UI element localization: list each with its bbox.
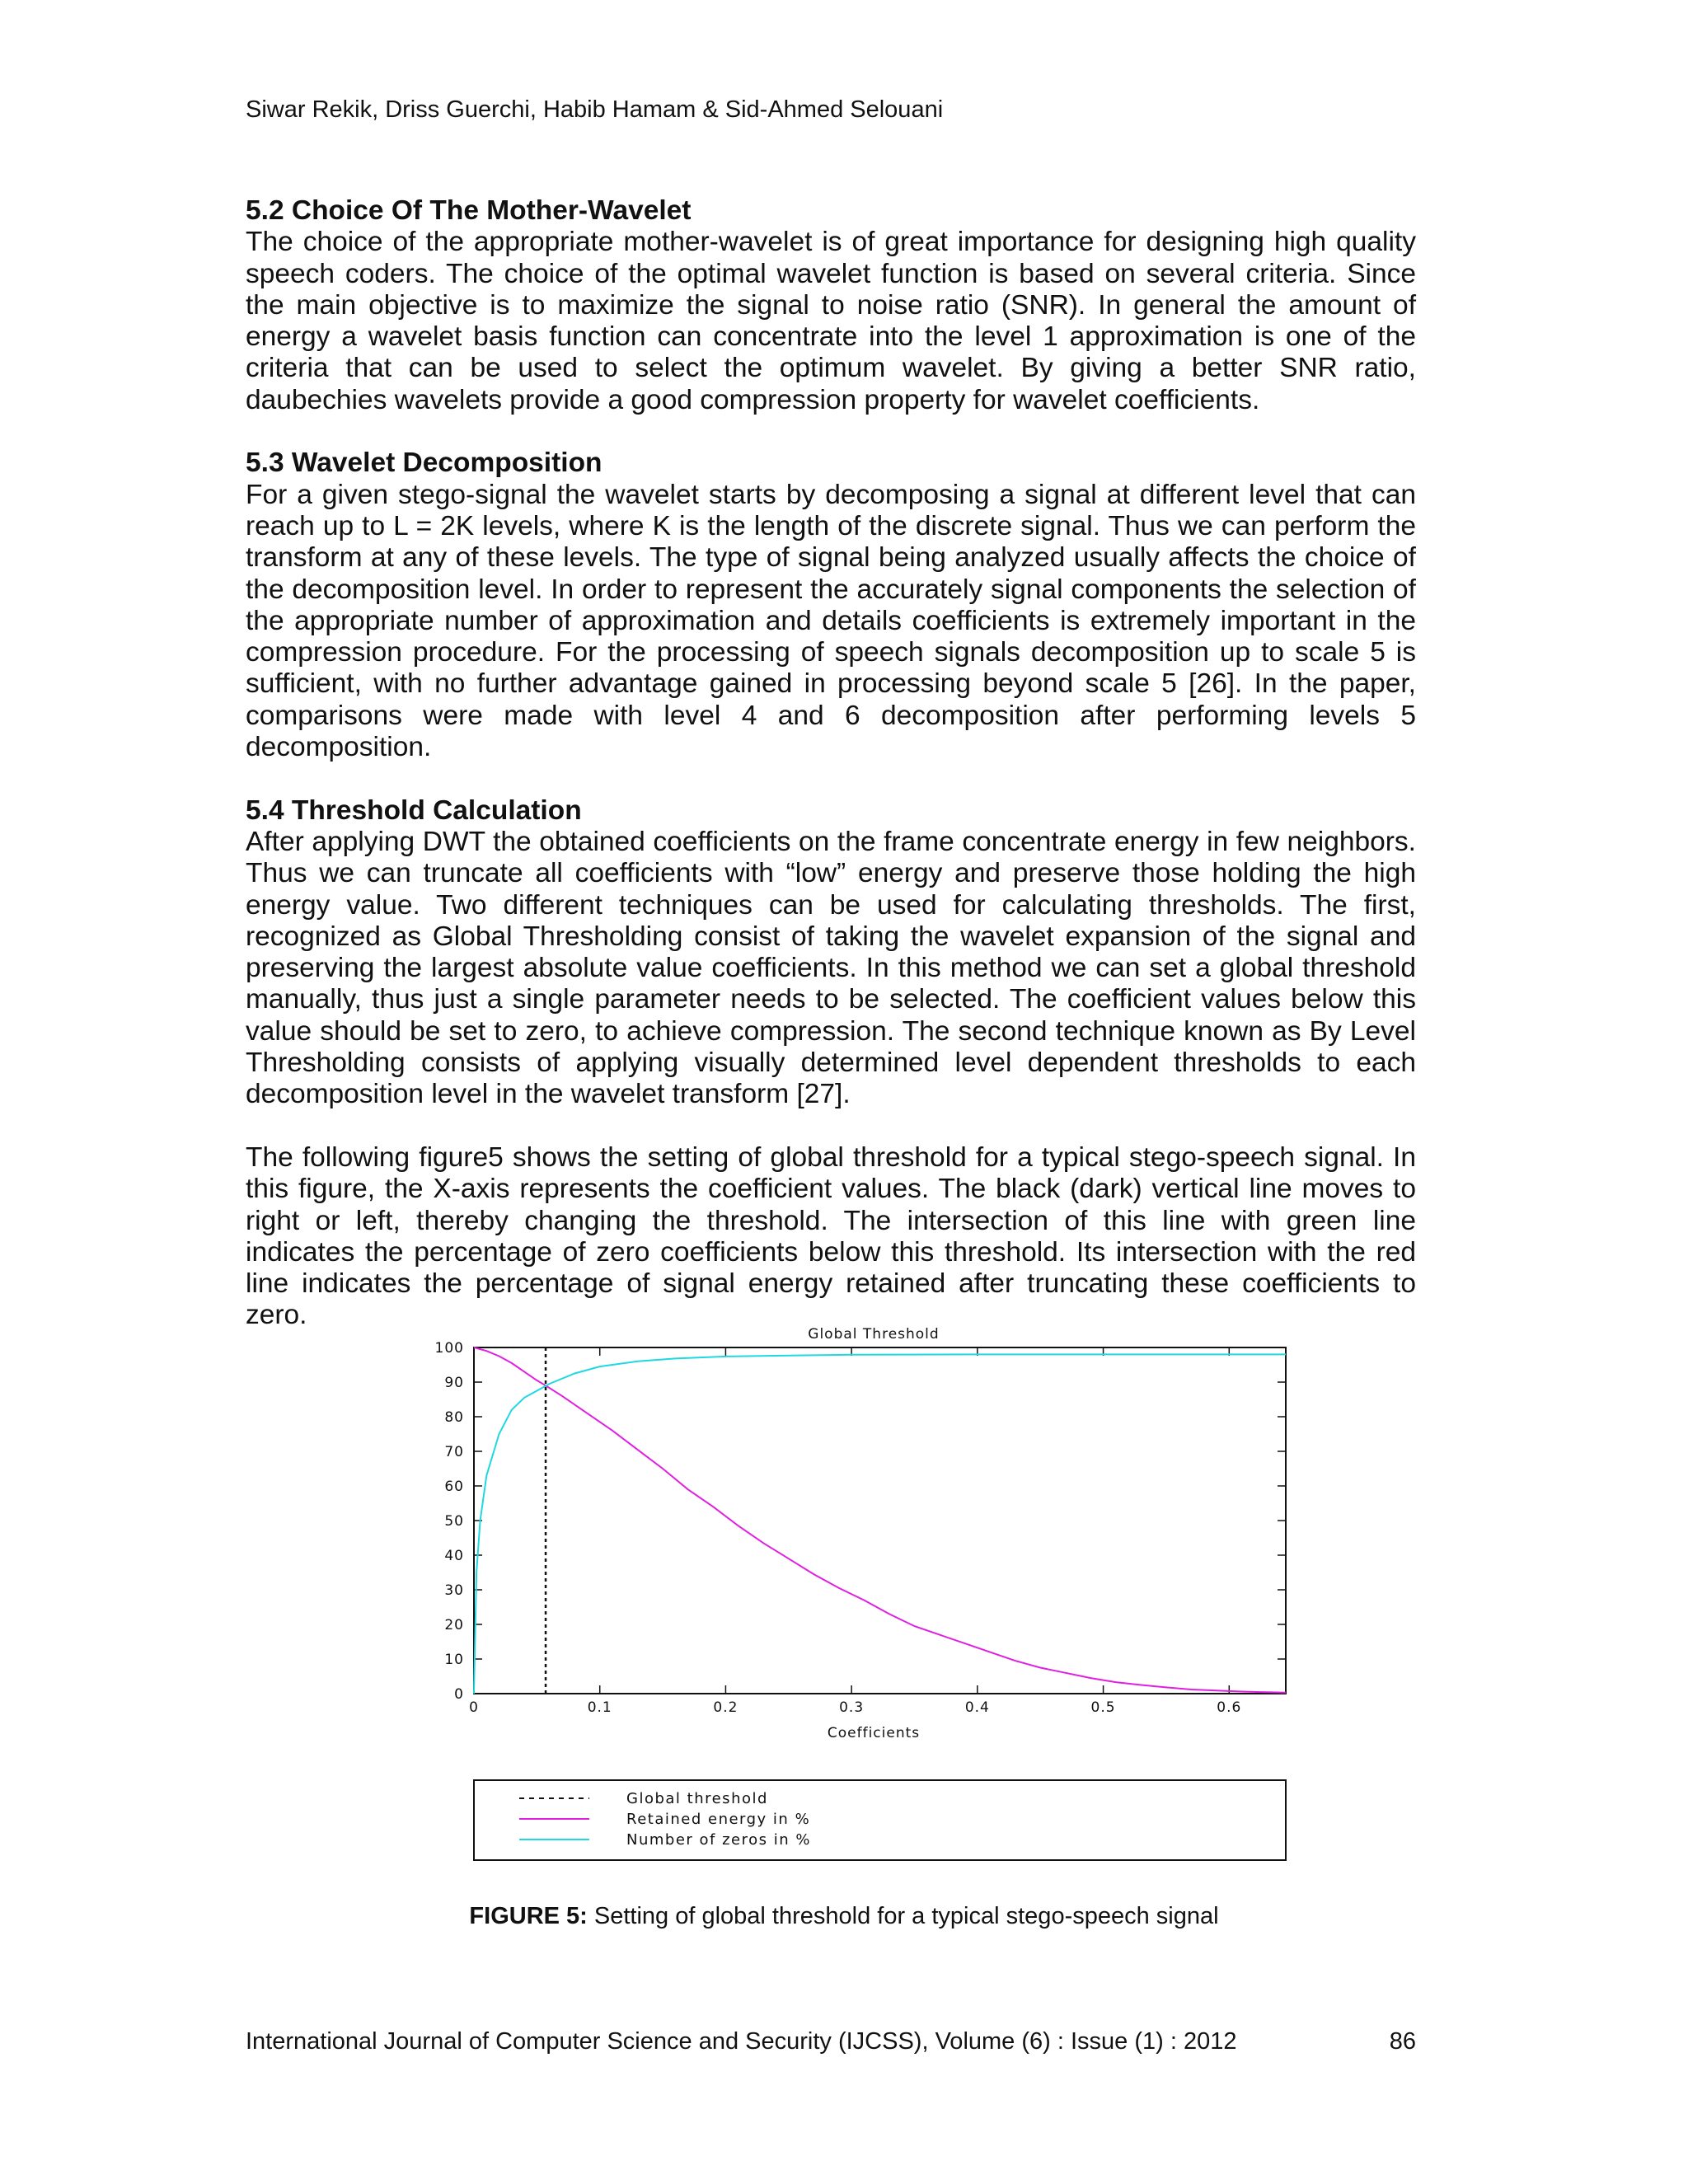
global-threshold-chart (396, 1319, 1319, 1896)
y-tick-label: 30 (444, 1582, 464, 1599)
y-axis (435, 1340, 1286, 1703)
y-tick-label: 80 (444, 1409, 464, 1426)
caption-text: Setting of global threshold for a typical stego-speech signal (587, 1903, 1219, 1929)
paragraph: After applying DWT the obtained coefficients on the frame concentrate energy in few neighbors. Thus we can truncate all coefficients with “low” energy and preserve those holding the high energy value. Two different techniques can be used for calculating thresholds. The first, recognized as Global Thresholding consist of taking the wavelet expansion of the signal and preserving the largest absolute value coefficients. In this method we can set a global threshold manually, thus just a single parameter needs to be selected. The coefficient values below this value should be set to zero, to achieve compression. The second technique known as By Level Thresholding consists of applying visually determined level dependent thresholds to each decomposition level in the wavelet transform [27]. (246, 826, 1416, 1110)
x-axis (469, 1347, 1241, 1716)
chart-title: Global Threshold (808, 1326, 940, 1343)
legend-label: Retained energy in % (626, 1811, 811, 1828)
paragraph: The following figure5 shows the setting of global threshold for a typical stego-speech signal. In this figure, the X-axis represents the coefficient values. The black (dark) vertical line moves to right or left, thereby changing the threshold. The intersection of this line with green line indicates the percentage of zero coefficients below this threshold. Its intersection with the red line indicates the percentage of signal energy retained after truncating these coefficients to zero. (246, 1141, 1416, 1331)
x-tick-label: 0.2 (713, 1699, 738, 1716)
paragraph: The choice of the appropriate mother-wavelet is of great importance for designing high quality speech coders. The choice of the optimal wavelet function is based on several criteria. Since the main objective is to maximize the signal to noise ratio (SNR). In general the amount of energy a wavelet basis function can concentrate into the level 1 approximation is one of the criteria that can be used to select the optimum wavelet. By giving a better SNR ratio, daubechies wavelets provide a good compression property for wavelet coefficients. (246, 227, 1416, 415)
plot-frame (474, 1347, 1286, 1694)
y-tick-label: 0 (454, 1686, 464, 1703)
section-5-4 (246, 795, 1416, 1332)
journal-info: International Journal of Computer Science and Security (IJCSS), Volume (6) : Issue (1) : 2012 (246, 2028, 1237, 2055)
figure-caption (0, 1900, 1688, 1933)
y-tick-label: 90 (444, 1375, 464, 1391)
y-tick-label: 100 (434, 1340, 464, 1357)
retained-energy-line (474, 1347, 1286, 1693)
number-of-zeros-line (474, 1354, 1286, 1694)
y-tick-label: 60 (444, 1479, 464, 1495)
page-header: Siwar Rekik, Driss Guerchi, Habib Hamam & Sid-Ahmed Selouani (246, 96, 944, 123)
legend-label: Global threshold (626, 1790, 768, 1807)
figure-5 (396, 1319, 1319, 1896)
x-axis-label: Coefficients (827, 1725, 921, 1741)
series-lines (474, 1347, 1286, 1694)
y-tick-label: 40 (444, 1548, 464, 1564)
y-tick-label: 10 (444, 1652, 464, 1668)
x-tick-label: 0 (469, 1699, 479, 1716)
section-heading: 5.2 Choice Of The Mother-Wavelet (246, 195, 692, 226)
legend (519, 1790, 811, 1849)
x-tick-label: 0.3 (839, 1699, 865, 1716)
x-tick-label: 0.4 (964, 1699, 990, 1716)
x-tick-label: 0.6 (1217, 1699, 1242, 1716)
legend-label: Number of zeros in % (626, 1831, 811, 1849)
y-tick-label: 70 (444, 1444, 464, 1460)
section-heading: 5.3 Wavelet Decomposition (246, 448, 603, 479)
caption-label: FIGURE 5: (469, 1903, 588, 1929)
page-number: 86 (1389, 2028, 1416, 2055)
paragraph: For a given stego-signal the wavelet starts by decomposing a signal at different level that can reach up to L = 2K levels, where K is the length of the discrete signal. Thus we can perform the transform at any of these levels. The type of signal being analyzed usually affects the choice of the decomposition level. In order to represent the accurately signal components the selection of the appropriate number of approximation and details coefficients is extremely important in the compression procedure. For the processing of speech signals decomposition up to scale 5 is sufficient, with no further advantage gained in processing beyond scale 5 [26]. In the paper, comparisons were made with level 4 and 6 decomposition after performing levels 5 decomposition. (246, 479, 1416, 763)
article-body (246, 195, 1416, 1332)
y-tick-label: 20 (444, 1617, 464, 1633)
section-5-2 (246, 195, 1416, 416)
x-tick-label: 0.1 (587, 1699, 612, 1716)
legend-box (474, 1780, 1286, 1860)
x-tick-label: 0.5 (1090, 1699, 1116, 1716)
section-heading: 5.4 Threshold Calculation (246, 794, 582, 826)
y-tick-label: 50 (444, 1513, 464, 1530)
section-5-3 (246, 448, 1416, 763)
